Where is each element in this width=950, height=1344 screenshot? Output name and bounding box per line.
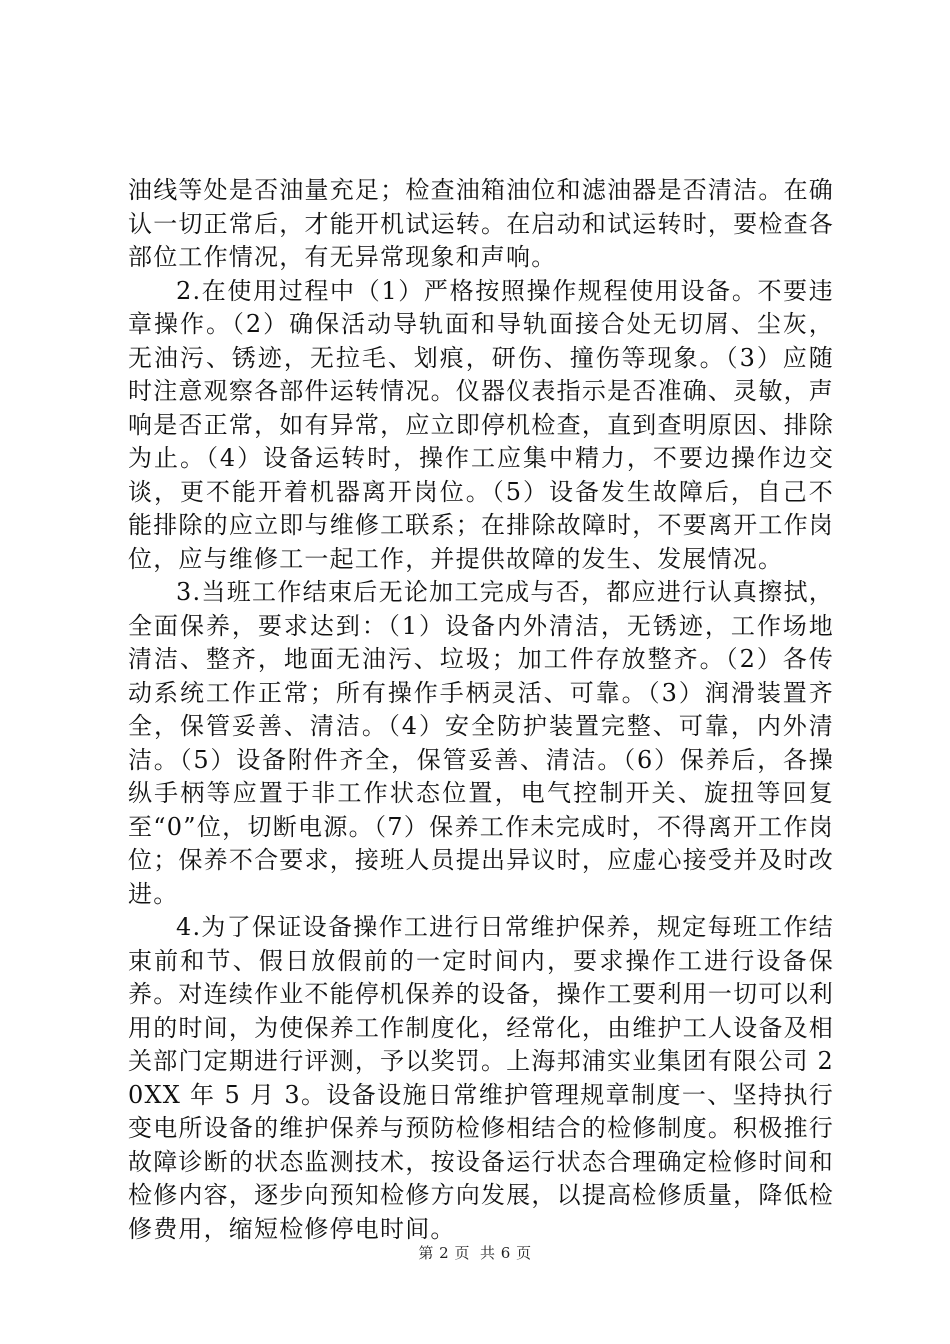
page-number: 第 2 页 bbox=[418, 1244, 470, 1262]
page-footer bbox=[0, 1243, 950, 1263]
paragraph-item-2: 2.在使用过程中（1）严格按照操作规程使用设备。不要违章操作。（2）确保活动导轨面和导轨面接合处无切屑、尘灰，无油污、锈迹，无拉毛、划痕，研伤、撞伤等现象。（3）应随时注意观察各部件运转情况。仪器仪表指示是否准确、灵敏，声响是否正常，如有异常，应立即停机检查，直到查明原因、排除为止。（4）设备运转时，操作工应集中精力，不要边操作边交谈，更不能开着机器离开岗位。（5）设备发生故障后，自己不能排除的应立即与维修工联系；在排除故障时，不要离开工作岗位，应与维修工一起工作，并提供故障的发生、发展情况。 bbox=[128, 276, 834, 573]
document-body bbox=[128, 174, 834, 1246]
paragraph-item-4: 4.为了保证设备操作工进行日常维护保养，规定每班工作结束前和节、假日放假前的一定时间内，要求操作工进行设备保养。对连续作业不能停机保养的设备，操作工要利用一切可以利用的时间，为使保养工作制度化，经常化，由维护工人设备及相关部门定期进行评测，予以奖罚。上海邦浦实业集团有限公司 20XX 年 5 月 3。设备设施日常维护管理规章制度一、坚持执行变电所设备的维护保养与预防检修相结合的检修制度。积极推行故障诊断的状态监测技术，按设备运行状态合理确定检修时间和检修内容，逐步向预知检修方向发展，以提高检修质量，降低检修费用，缩短检修停电时间。 bbox=[128, 913, 834, 1243]
paragraph-item-3: 3.当班工作结束后无论加工完成与否，都应进行认真擦拭，全面保养，要求达到：（1）设备内外清洁，无锈迹，工作场地清洁、整齐，地面无油污、垃圾；加工件存放整齐。（2）各传动系统工作正常；所有操作手柄灵活、可靠。（3）润滑装置齐全，保管妥善、清洁。（4）安全防护装置完整、可靠，内外清洁。（5）设备附件齐全，保管妥善、清洁。（6）保养后，各操纵手柄等应置于非工作状态位置，电气控制开关、旋扭等回复至“0”位，切断电源。（7）保养工作未完成时，不得离开工作岗位；保养不合要求，接班人员提出异议时，应虚心接受并及时改进。 bbox=[128, 578, 834, 908]
paragraph-continuation: 油线等处是否油量充足；检查油箱油位和滤油器是否清洁。在确认一切正常后，才能开机试运转。在启动和试运转时，要检查各部位工作情况，有无异常现象和声响。 bbox=[128, 176, 834, 271]
page-total: 共 6 页 bbox=[480, 1244, 532, 1262]
